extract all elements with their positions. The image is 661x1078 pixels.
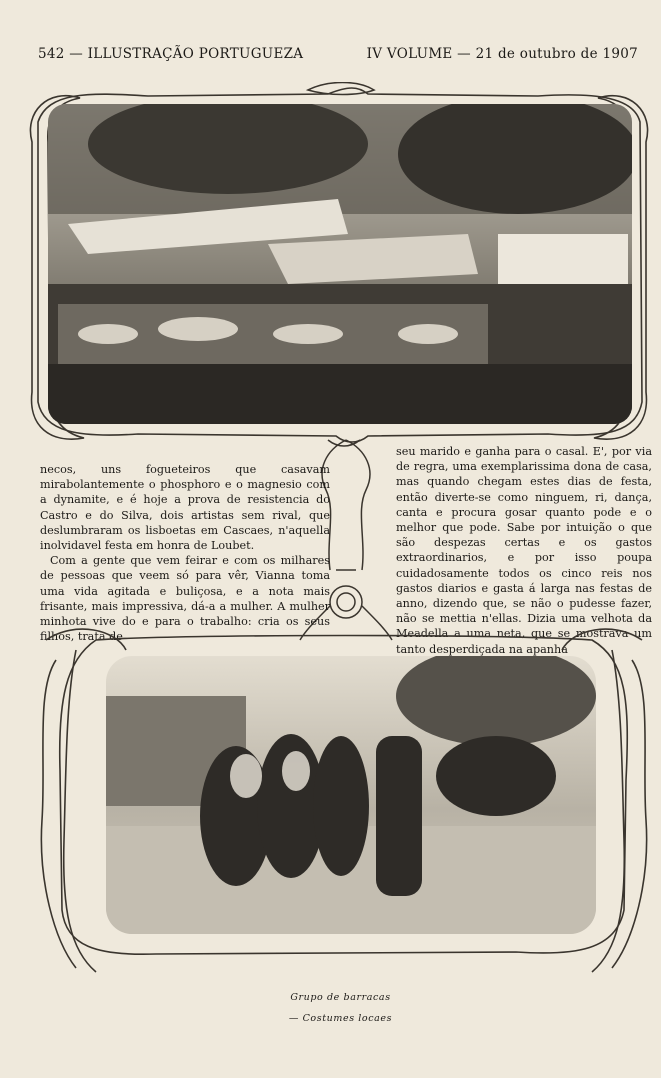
bottom-photo-frame [36,620,652,980]
photo-market-tents [48,104,632,424]
page-header [38,46,638,68]
paragraph: necos, uns fogueteiros que casavam mirabolantemente o phosphoro e o magnesio com a dynamite, e é hoje a prova de resistencia do Castro e do Silva, dois artistas sem rival, que deslumbraram os lisboetas em Cascaes, n'aquella inolvidavel festa em honra de Loubet. [40,463,330,553]
volume-date: IV VOLUME — 21 de outubro de 1907 [366,46,638,62]
paragraph: seu marido e ganha para o casal. E', por via de regra, uma exemplarissima dona de casa, mas quando chegam estes dias de festa, então diverte-se como ninguem, ri, dança, canta e procura gosar quanto pode e o melhor que pode. Sabe por intuição o que são despezas certas e os gastos extraordinarios, e por isso poupa cuidadosamente todos os cinco reis nos gastos diarios e gasta á larga nas festas de anno, dizendo que, se não o pudesse fazer, não se mettia n'ellas. Dizia uma velhota da Meadella a uma neta, que se mostrava um tanto desperdiçada na apanha [396,445,652,656]
page-number-title: 542 — ILLUSTRAÇÃO PORTUGUEZA [38,46,304,62]
photo-group-costumes [106,656,596,934]
top-photo-frame [28,82,650,452]
paragraph: Com a gente que vem feirar e com os milhares de pessoas que veem só para vêr, Vianna toma uma vida agitada e buliçosa, e a nota mais frisante, mais impressiva, dá-a a mulher. A mulher minhota vive do e para o trabalho: cria os seus filhos, trata de [40,554,330,644]
photo-caption: — Costumes locaes [288,1013,393,1024]
photo-caption: Grupo de barracas [290,992,391,1003]
article-column-left [40,462,330,644]
